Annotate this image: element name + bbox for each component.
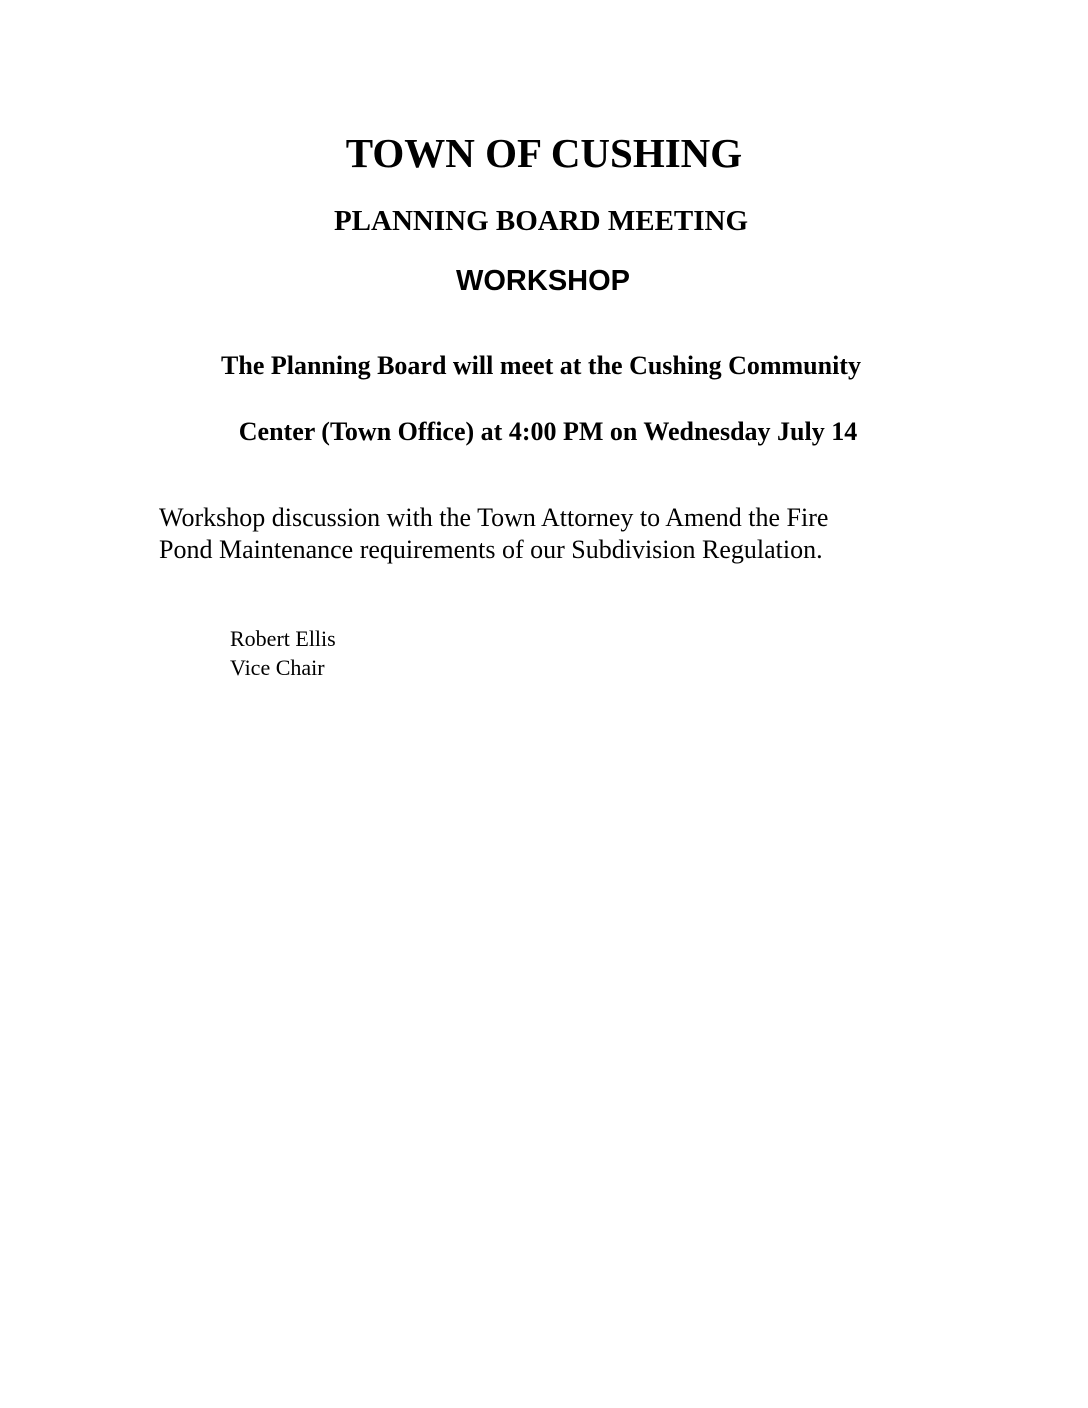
- agenda-text-line-2: Pond Maintenance requirements of our Subdivision Regulation.: [159, 535, 823, 564]
- meeting-notice-line-2: Center (Town Office) at 4:00 PM on Wednesday July 14: [238, 417, 858, 446]
- workshop-heading: WORKSHOP: [456, 265, 630, 297]
- signatory-role: Vice Chair: [230, 655, 325, 680]
- agenda-text-line-1: Workshop discussion with the Town Attorney to Amend the Fire: [159, 503, 829, 532]
- document-subtitle: PLANNING BOARD MEETING: [333, 205, 749, 237]
- document-title: TOWN OF CUSHING: [345, 130, 743, 176]
- meeting-notice-line-1: The Planning Board will meet at the Cushing Community: [221, 351, 861, 380]
- signatory-name: Robert Ellis: [230, 626, 336, 651]
